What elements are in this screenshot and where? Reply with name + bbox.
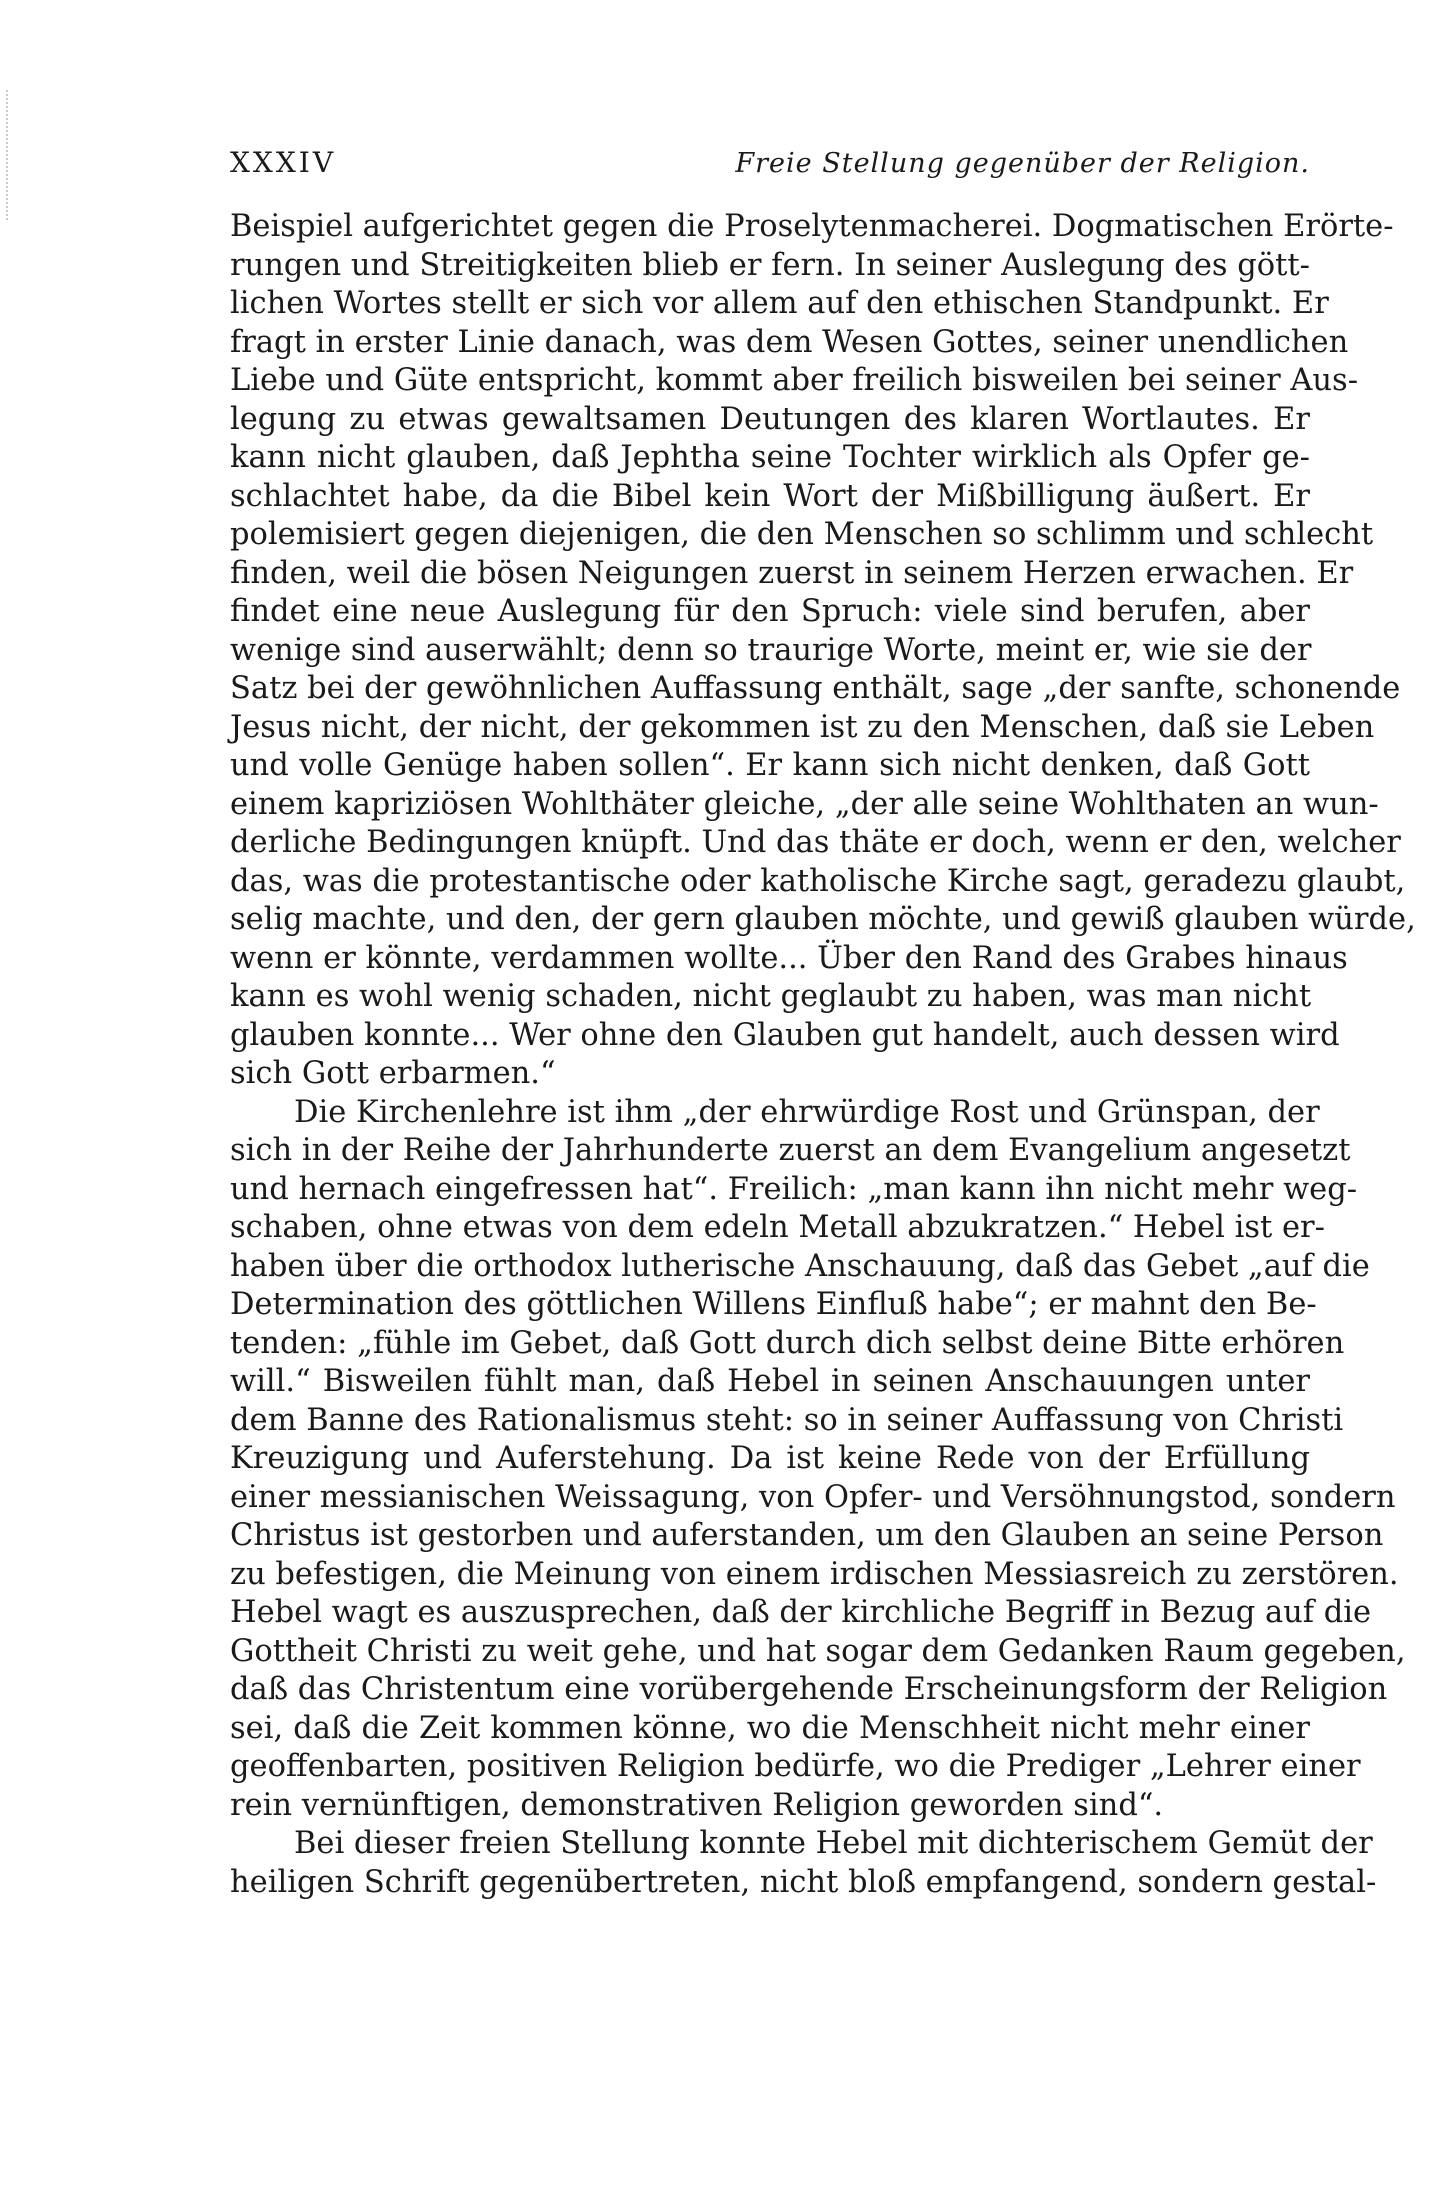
text-line: kann nicht glauben, daß Jephtha seine Tochter wirklich als Opfer ge- xyxy=(230,440,1310,475)
text-line: und hernach eingefressen hat“. Freilich: „man kann ihn nicht mehr weg- xyxy=(230,1171,1358,1207)
text-line: Bei dieser freien Stellung konnte Hebel mit dichterischem Gemüt der xyxy=(294,1826,1373,1861)
text-line: daß das Christentum eine vorübergehende Erscheinungsform der Religion xyxy=(230,1672,1388,1707)
text-line: Satz bei der gewöhnlichen Auffassung enthält, sage „der sanfte, schonende xyxy=(230,671,1401,706)
text-line: Christus ist gestorben und auferstanden, um den Glauben an seine Person xyxy=(230,1518,1384,1553)
text-line: dem Banne des Rationalismus steht: so in seiner Auffassung von Christi xyxy=(230,1402,1344,1438)
text-line: will.“ Bisweilen fühlt man, daß Hebel in seinen Anschauungen unter xyxy=(230,1364,1310,1399)
page-header xyxy=(230,146,1310,186)
text-line: schlachtet habe, da die Bibel kein Wort der Mißbilligung äußert. Er xyxy=(230,478,1310,514)
text-line: einem kapriziösen Wohlthäter gleiche, „der alle seine Wohlthaten an wun- xyxy=(230,786,1379,822)
text-line: Determination des göttlichen Willens Einfluß habe“; er mahnt den Be- xyxy=(230,1287,1317,1322)
running-title: Freie Stellung gegenüber der Religion. xyxy=(735,148,1310,179)
text-line: einer messianischen Weissagung, von Opfer- und Versöhnungstod, sondern xyxy=(230,1479,1396,1515)
text-line: haben über die orthodox lutherische Anschauung, daß das Gebet „auf die xyxy=(230,1248,1370,1284)
text-line: Liebe und Güte entspricht, kommt aber freilich bisweilen bei seiner Aus- xyxy=(230,363,1359,398)
paragraph xyxy=(230,1825,1377,1902)
body-text xyxy=(230,208,1416,1902)
text-line: Kreuzigung und Auferstehung. Da ist keine Rede von der Erfüllung xyxy=(230,1441,1310,1476)
text-line: und volle Genüge haben sollen“. Er kann sich nicht denken, daß Gott xyxy=(230,748,1310,783)
text-line: das, was die protestantische oder katholische Kirche sagt, geradezu glaubt, xyxy=(230,863,1406,899)
text-line: fragt in erster Linie danach, was dem Wesen Gottes, seiner unendlichen xyxy=(230,324,1349,360)
text-line: geoffenbarten, positiven Religion bedürfe, wo die Prediger „Lehrer einer xyxy=(230,1749,1361,1784)
page-number: XXXIV xyxy=(230,146,337,179)
text-line: Hebel wagt es auszusprechen, daß der kirchliche Begriff in Bezug auf die xyxy=(230,1595,1372,1630)
text-line: zu befestigen, die Meinung von einem irdischen Messiasreich zu zerstören. xyxy=(230,1556,1399,1592)
paragraph xyxy=(230,1094,1406,1826)
text-line: Gottheit Christi zu weit gehe, und hat sogar dem Gedanken Raum gegeben, xyxy=(230,1633,1406,1669)
text-line: Die Kirchenlehre ist ihm „der ehrwürdige Rost und Grünspan, der xyxy=(294,1094,1320,1130)
text-line: rungen und Streitigkeiten blieb er fern. In seiner Auslegung des gött- xyxy=(230,247,1310,283)
text-line: sich Gott erbarmen.“ xyxy=(230,1056,556,1091)
text-line: tenden: „fühle im Gebet, daß Gott durch dich selbst deine Bitte erhören xyxy=(230,1325,1345,1361)
text-line: wenn er könnte, verdammen wollte... Über den Rand des Grabes hinaus xyxy=(230,940,1348,976)
text-line: polemisiert gegen diejenigen, die den Menschen so schlimm und schlecht xyxy=(230,517,1374,552)
text-line: sei, daß die Zeit kommen könne, wo die Menschheit nicht mehr einer xyxy=(230,1710,1310,1746)
text-line: legung zu etwas gewaltsamen Deutungen des klaren Wortlautes. Er xyxy=(230,401,1310,437)
text-line: wenige sind auserwählt; denn so traurige Worte, meint er, wie sie der xyxy=(230,632,1312,668)
paragraph xyxy=(230,208,1416,1094)
text-line: Jesus nicht, der nicht, der gekommen ist zu den Menschen, daß sie Leben xyxy=(230,709,1375,745)
text-line: sich in der Reihe der Jahrhunderte zuerst an dem Evangelium angesetzt xyxy=(230,1133,1351,1168)
margin-scan-artifact xyxy=(6,90,12,220)
text-line: schaben, ohne etwas von dem edeln Metall abzukratzen.“ Hebel ist er- xyxy=(230,1210,1325,1245)
text-line: lichen Wortes stellt er sich vor allem auf den ethischen Standpunkt. Er xyxy=(230,286,1329,321)
text-line: glauben konnte... Wer ohne den Glauben gut handelt, auch dessen wird xyxy=(230,1017,1340,1053)
text-line: kann es wohl wenig schaden, nicht geglaubt zu haben, was man nicht xyxy=(230,979,1312,1014)
text-line: rein vernünftigen, demonstrativen Religion geworden sind“. xyxy=(230,1787,1164,1823)
text-line: selig machte, und den, der gern glauben möchte, und gewiß glauben würde, xyxy=(230,902,1416,937)
text-line: Beispiel aufgerichtet gegen die Proselytenmacherei. Dogmatischen Erörte- xyxy=(230,209,1394,244)
text-line: heiligen Schrift gegenübertreten, nicht bloß empfangend, sondern gestal- xyxy=(230,1864,1377,1900)
text-line: derliche Bedingungen knüpft. Und das thäte er doch, wenn er den, welcher xyxy=(230,825,1401,860)
text-line: finden, weil die bösen Neigungen zuerst in seinem Herzen erwachen. Er xyxy=(230,555,1354,591)
text-line: findet eine neue Auslegung für den Spruch: viele sind berufen, aber xyxy=(230,594,1310,629)
